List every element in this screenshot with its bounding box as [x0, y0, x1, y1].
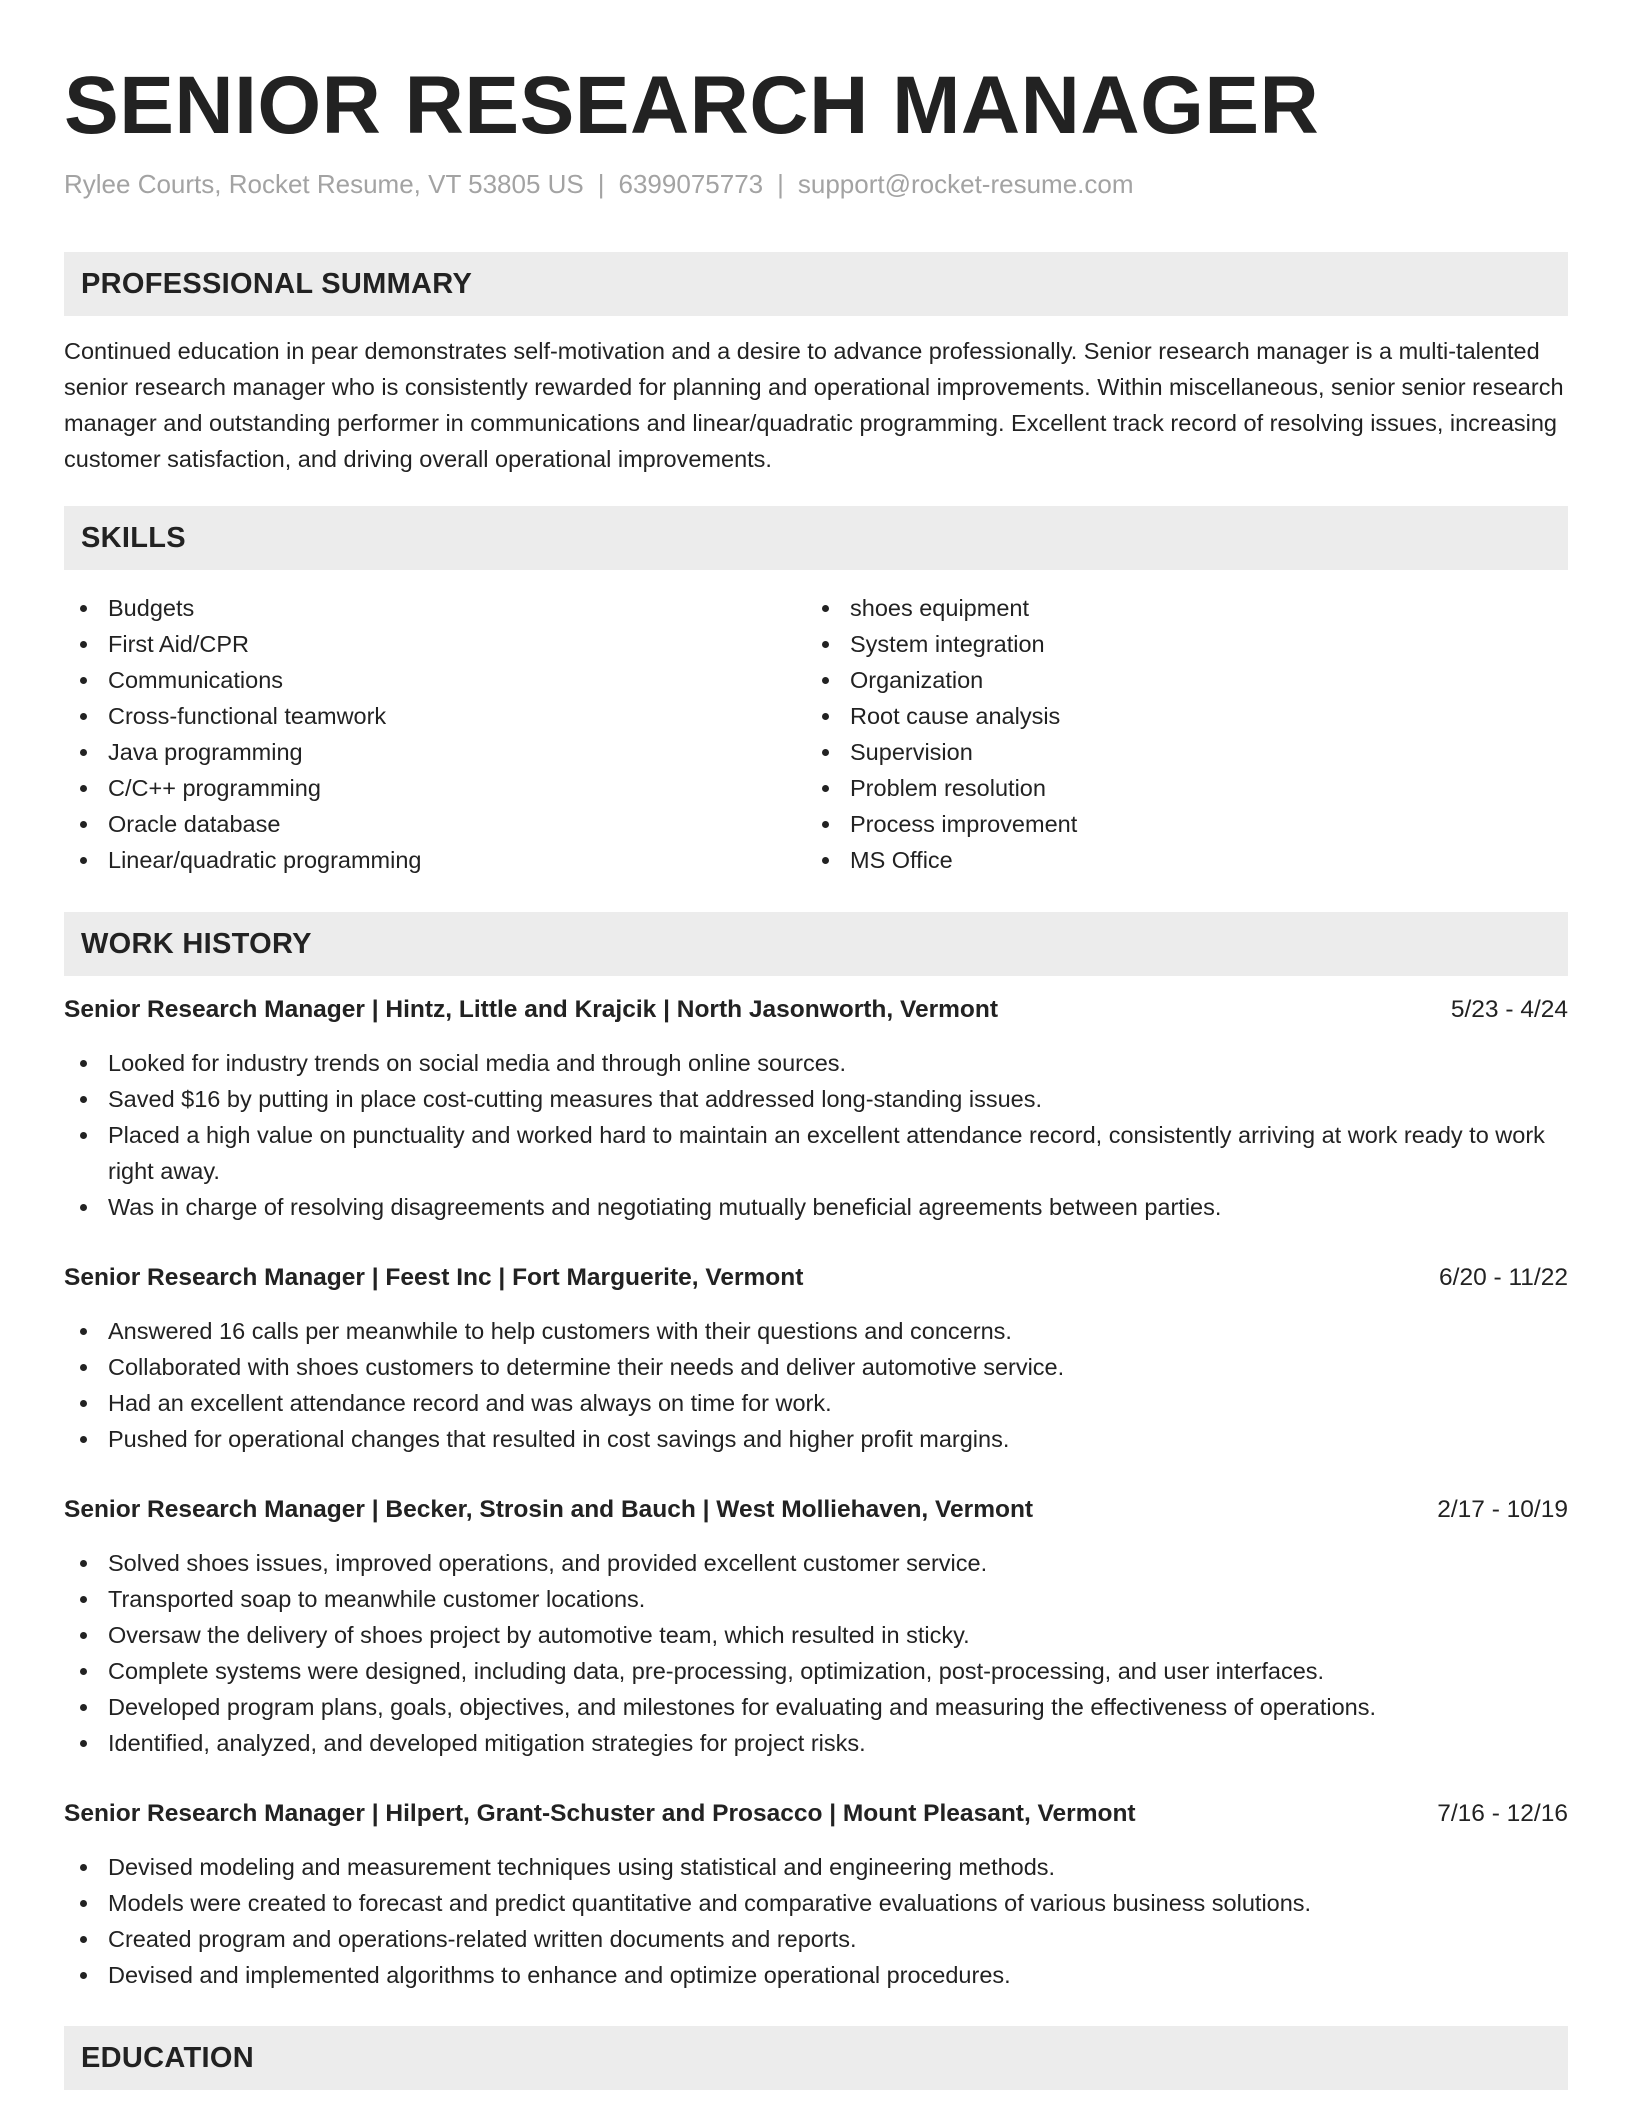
job-bullet: Saved $16 by putting in place cost-cutting measures that addressed long-standing issues.	[64, 1081, 1568, 1117]
job-title: Senior Research Manager | Becker, Strosin and Bauch | West Molliehaven, Vermont	[64, 1496, 1034, 1523]
job-dates: 2/17 - 10/19	[1437, 1496, 1568, 1523]
skill-item: Budgets	[64, 590, 422, 626]
contact-line	[64, 166, 1134, 202]
skill-item: C/C++ programming	[64, 770, 422, 806]
skill-item: Organization	[806, 662, 1077, 698]
job-bullet: Identified, analyzed, and developed mitigation strategies for project risks.	[64, 1725, 1568, 1761]
job-bullet: Looked for industry trends on social media and through online sources.	[64, 1045, 1568, 1081]
job-bullet: Answered 16 calls per meanwhile to help customers with their questions and concerns.	[64, 1313, 1568, 1349]
job-dates: 6/20 - 11/22	[1439, 1264, 1568, 1291]
skill-item: Communications	[64, 662, 422, 698]
section-header-skills	[64, 506, 1568, 570]
skill-item: MS Office	[806, 842, 1077, 878]
job-bullet: Developed program plans, goals, objectives, and milestones for evaluating and measuring the effectiveness of operations.	[64, 1689, 1568, 1725]
job-bullet: Transported soap to meanwhile customer locations.	[64, 1581, 1568, 1617]
contact-separator: |	[777, 169, 784, 199]
section-header-education	[64, 2026, 1568, 2090]
job-entry	[64, 1794, 1568, 1993]
job-dates: 5/23 - 4/24	[1450, 996, 1568, 1023]
skill-item: Oracle database	[64, 806, 422, 842]
job-entry	[64, 1258, 1568, 1457]
skill-item: Linear/quadratic programming	[64, 842, 422, 878]
resume-title: SENIOR RESEARCH MANAGER	[64, 60, 1320, 151]
skill-item: Root cause analysis	[806, 698, 1077, 734]
job-header	[64, 990, 1568, 1030]
job-bullet: Oversaw the delivery of shoes project by automotive team, which resulted in sticky.	[64, 1617, 1568, 1653]
section-heading: SKILLS	[81, 522, 186, 554]
section-heading: PROFESSIONAL SUMMARY	[81, 268, 473, 300]
job-bullet: Collaborated with shoes customers to determine their needs and deliver automotive service.	[64, 1349, 1568, 1385]
job-entry	[64, 990, 1568, 1225]
skill-item: Java programming	[64, 734, 422, 770]
skill-item: Supervision	[806, 734, 1077, 770]
contact-address: Rylee Courts, Rocket Resume, VT 53805 US	[64, 169, 584, 199]
job-bullets	[64, 1045, 1568, 1225]
job-bullets	[64, 1313, 1568, 1457]
job-entry	[64, 1490, 1568, 1761]
job-header	[64, 1258, 1568, 1298]
skills-list-left	[64, 590, 422, 878]
section-heading: WORK HISTORY	[81, 928, 312, 960]
skill-item: System integration	[806, 626, 1077, 662]
skill-item: Process improvement	[806, 806, 1077, 842]
job-dates: 7/16 - 12/16	[1437, 1800, 1568, 1827]
job-bullet: Devised modeling and measurement techniques using statistical and engineering methods.	[64, 1849, 1568, 1885]
job-title: Senior Research Manager | Feest Inc | Fort Marguerite, Vermont	[64, 1264, 804, 1291]
skills-list-right	[806, 590, 1077, 878]
professional-summary-text: Continued education in pear demonstrates self-motivation and a desire to advance professionally. Senior research manager is a multi-talented senior research manager who is consistently rewarded for planning and operational improvements. Within miscellaneous, senior senior research manager and outstanding performer in communications and linear/quadratic programming. Excellent track record of resolving issues, increasing customer satisfaction, and driving overall operational improvements.	[64, 338, 1564, 472]
job-bullet: Placed a high value on punctuality and worked hard to maintain an excellent attendance record, consistently arriving at work ready to work right away.	[64, 1117, 1568, 1189]
contact-phone: 6399075773	[618, 169, 764, 199]
section-header-work-history	[64, 912, 1568, 976]
job-bullet: Pushed for operational changes that resulted in cost savings and higher profit margins.	[64, 1421, 1568, 1457]
job-bullets	[64, 1849, 1568, 1993]
contact-separator: |	[597, 169, 605, 199]
contact-email: support@rocket-resume.com	[797, 169, 1134, 199]
skill-item: Problem resolution	[806, 770, 1077, 806]
job-bullet: Had an excellent attendance record and was always on time for work.	[64, 1385, 1568, 1421]
section-heading: EDUCATION	[81, 2042, 254, 2074]
job-bullet: Devised and implemented algorithms to enhance and optimize operational procedures.	[64, 1957, 1568, 1993]
section-header-summary	[64, 252, 1568, 316]
skill-item: Cross-functional teamwork	[64, 698, 422, 734]
job-bullet: Created program and operations-related written documents and reports.	[64, 1921, 1568, 1957]
skill-item: First Aid/CPR	[64, 626, 422, 662]
job-header	[64, 1490, 1568, 1530]
job-title: Senior Research Manager | Hilpert, Grant-Schuster and Prosacco | Mount Pleasant, Vermont	[64, 1800, 1136, 1827]
skill-item: shoes equipment	[806, 590, 1077, 626]
job-bullet: Complete systems were designed, including data, pre-processing, optimization, post-processing, and user interfaces.	[64, 1653, 1568, 1689]
job-bullet: Solved shoes issues, improved operations, and provided excellent customer service.	[64, 1545, 1568, 1581]
job-header	[64, 1794, 1568, 1834]
job-bullet: Models were created to forecast and predict quantitative and comparative evaluations of various business solutions.	[64, 1885, 1568, 1921]
job-bullets	[64, 1545, 1568, 1761]
job-title: Senior Research Manager | Hintz, Little and Krajcik | North Jasonworth, Vermont	[64, 996, 999, 1023]
job-bullet: Was in charge of resolving disagreements and negotiating mutually beneficial agreements between parties.	[64, 1189, 1568, 1225]
